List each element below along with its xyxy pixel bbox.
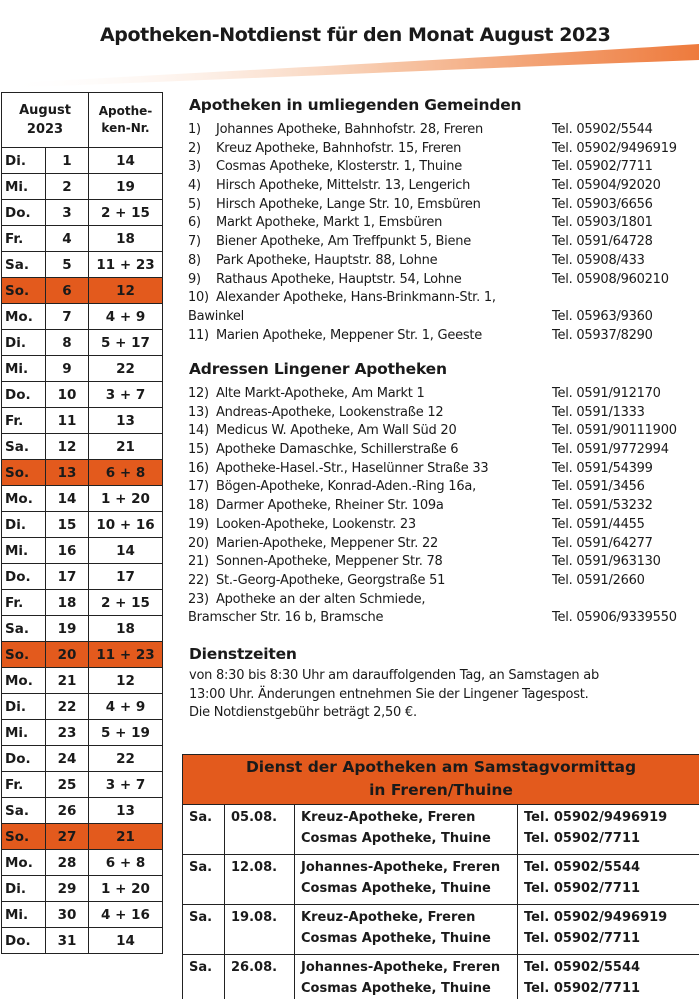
saturday-pharmacies <box>295 905 518 955</box>
list-item-phone: Tel. 05902/7711 <box>552 159 653 175</box>
calendar-weekday: So. <box>2 278 46 304</box>
calendar-pharmacy-numbers: 3 + 7 <box>89 772 163 798</box>
list-item-number: 9) <box>188 271 201 287</box>
saturday-phone-2: Tel. 05902/7711 <box>524 981 641 996</box>
calendar-weekday: Do. <box>2 200 46 226</box>
calendar-weekday: Do. <box>2 928 46 954</box>
saturday-row <box>183 905 699 955</box>
calendar-row <box>2 408 163 434</box>
calendar-date: 10 <box>46 382 89 408</box>
list-item-phone: Tel. 0591/64728 <box>552 234 653 250</box>
saturday-phone-1: Tel. 05902/9496919 <box>524 910 668 925</box>
calendar-weekday: Do. <box>2 746 46 772</box>
list-item-phone: Tel. 05937/8290 <box>552 327 653 343</box>
list-item-number: 13) <box>188 404 209 420</box>
calendar-row <box>2 876 163 902</box>
calendar-header <box>2 93 163 148</box>
list-item-address: Marien Apotheke, Meppener Str. 1, Geeste <box>216 327 482 343</box>
list-item-phone: Tel. 0591/2660 <box>552 572 645 588</box>
calendar-pharmacy-numbers: 21 <box>89 434 163 460</box>
list-item-number: 12) <box>188 386 209 401</box>
list-item-phone: Tel. 0591/90111900 <box>552 423 677 439</box>
calendar-row <box>2 512 163 538</box>
calendar-date: 19 <box>46 616 89 642</box>
calendar-date: 9 <box>46 356 89 382</box>
calendar-date: 15 <box>46 512 89 538</box>
list-item-phone: Tel. 0591/4455 <box>552 516 645 532</box>
list-item-number: 18) <box>188 498 209 514</box>
list-item <box>188 177 698 196</box>
calendar-date: 25 <box>46 772 89 798</box>
calendar-weekday: Mi. <box>2 174 46 200</box>
list-item <box>188 233 698 252</box>
calendar-weekday: Di. <box>2 694 46 720</box>
list-item-address: Hirsch Apotheke, Lange Str. 10, Emsbüren <box>216 196 481 212</box>
list-item-address: Apotheke Damaschke, Schillerstraße 6 <box>216 442 459 458</box>
calendar-weekday: Sa. <box>2 434 46 460</box>
page-title: Apotheken-Notdienst für den Monat August 2023 <box>100 24 611 46</box>
list-item <box>188 327 698 346</box>
list-umliegend <box>188 121 698 345</box>
calendar-weekday: Di. <box>2 512 46 538</box>
saturday-phone-2: Tel. 05902/7711 <box>524 881 641 896</box>
list-item-number: 1) <box>188 122 201 137</box>
list-item-address: Apotheke-Hasel.-Str., Haselünner Straße 33 <box>216 460 489 476</box>
list-lingen <box>188 385 698 628</box>
calendar-weekday: Sa. <box>2 798 46 824</box>
list-item-address: Park Apotheke, Hauptstr. 88, Lohne <box>216 252 438 268</box>
saturday-service-heading <box>183 755 699 805</box>
list-item-phone: Tel. 05902/9496919 <box>552 140 677 156</box>
calendar-pharmacy-numbers: 22 <box>89 356 163 382</box>
calendar-pharmacy-numbers: 4 + 16 <box>89 902 163 928</box>
list-item-continuation <box>188 308 698 327</box>
list-item-address: Hirsch Apotheke, Mittelstr. 13, Lengerich <box>216 178 471 194</box>
list-item-number: 20) <box>188 535 209 551</box>
section-title-dienstzeiten: Dienstzeiten <box>189 645 297 663</box>
saturday-phone-1: Tel. 05902/5544 <box>524 860 641 875</box>
saturday-pharmacies <box>295 955 518 999</box>
saturday-heading-line-1: Dienst der Apotheken am Samstagvormittag <box>245 758 637 776</box>
list-item <box>188 516 698 535</box>
list-item <box>188 460 698 479</box>
list-item <box>188 497 698 516</box>
calendar-weekday: So. <box>2 642 46 668</box>
section-title-lingen: Adressen Lingener Apotheken <box>189 360 447 378</box>
calendar-date: 29 <box>46 876 89 902</box>
list-item <box>188 214 698 233</box>
calendar-pharmacy-numbers: 13 <box>89 408 163 434</box>
calendar-row <box>2 356 163 382</box>
calendar-date: 28 <box>46 850 89 876</box>
saturday-heading-line-2: in Freren/Thuine <box>369 781 513 799</box>
list-item-phone: Tel. 0591/3456 <box>552 479 645 495</box>
calendar-date: 18 <box>46 590 89 616</box>
list-item-phone: Tel. 0591/9772994 <box>552 442 669 458</box>
calendar-date: 8 <box>46 330 89 356</box>
calendar-weekday: Fr. <box>2 590 46 616</box>
calendar-row <box>2 304 163 330</box>
list-item-address: Cosmas Apotheke, Klosterstr. 1, Thuine <box>216 159 462 175</box>
saturday-row <box>183 805 699 855</box>
calendar-table <box>1 92 163 954</box>
calendar-body <box>2 148 163 954</box>
calendar-weekday: Di. <box>2 876 46 902</box>
list-item-phone: Tel. 05902/5544 <box>552 122 653 137</box>
calendar-date: 6 <box>46 278 89 304</box>
saturday-row <box>183 955 699 999</box>
calendar-pharmacy-numbers: 11 + 23 <box>89 642 163 668</box>
list-item-address: Marien-Apotheke, Meppener Str. 22 <box>216 535 439 551</box>
list-item <box>188 404 698 423</box>
dienstzeiten-text <box>189 667 659 723</box>
saturday-day: Sa. <box>183 955 225 999</box>
list-item <box>188 196 698 215</box>
saturday-date: 05.08. <box>225 805 295 855</box>
calendar-row <box>2 590 163 616</box>
calendar-header-month <box>2 93 89 148</box>
saturday-pharmacy-2: Cosmas Apotheke, Thuine <box>301 981 491 996</box>
calendar-date: 31 <box>46 928 89 954</box>
calendar-date: 7 <box>46 304 89 330</box>
calendar-pharmacy-numbers: 4 + 9 <box>89 694 163 720</box>
list-item-number: 7) <box>188 234 201 250</box>
calendar-date: 11 <box>46 408 89 434</box>
saturday-phone-2: Tel. 05902/7711 <box>524 931 641 946</box>
calendar-weekday: Mo. <box>2 304 46 330</box>
calendar-date: 12 <box>46 434 89 460</box>
calendar-row <box>2 798 163 824</box>
calendar-weekday: So. <box>2 460 46 486</box>
calendar-row <box>2 330 163 356</box>
calendar-row <box>2 382 163 408</box>
saturday-day: Sa. <box>183 855 225 905</box>
saturday-pharmacy-1: Johannes-Apotheke, Freren <box>301 960 501 975</box>
calendar-weekday: Di. <box>2 330 46 356</box>
saturday-phone-1: Tel. 05902/5544 <box>524 960 641 975</box>
saturday-row <box>183 855 699 905</box>
calendar-date: 30 <box>46 902 89 928</box>
calendar-row <box>2 746 163 772</box>
calendar-pharmacy-numbers: 12 <box>89 668 163 694</box>
calendar-pharmacy-numbers: 12 <box>89 278 163 304</box>
dienstzeiten-line-2: 13:00 Uhr. Änderungen entnehmen Sie der Lingener Tagespost. <box>189 686 589 702</box>
calendar-header-year-label: 2023 <box>26 122 64 137</box>
calendar-row <box>2 616 163 642</box>
list-item-phone: Tel. 0591/54399 <box>552 460 653 476</box>
list-item-address: Sonnen-Apotheke, Meppener Str. 78 <box>216 554 443 570</box>
list-item-phone: Tel. 0591/64277 <box>552 535 653 551</box>
list-item-number: 15) <box>188 442 209 458</box>
calendar-header-apo-label-1: Apothe- <box>98 104 153 118</box>
calendar-date: 2 <box>46 174 89 200</box>
list-item <box>188 441 698 460</box>
calendar-row <box>2 252 163 278</box>
calendar-weekday: Do. <box>2 382 46 408</box>
calendar-date: 20 <box>46 642 89 668</box>
calendar-weekday: Mi. <box>2 902 46 928</box>
calendar-weekday: Mo. <box>2 486 46 512</box>
list-item <box>188 289 698 308</box>
list-item-number: 2) <box>188 140 201 156</box>
list-item-phone: Tel. 05908/433 <box>552 252 645 268</box>
calendar-date: 5 <box>46 252 89 278</box>
calendar-row <box>2 694 163 720</box>
saturday-pharmacy-1: Kreuz-Apotheke, Freren <box>301 910 476 925</box>
calendar-weekday: Fr. <box>2 772 46 798</box>
saturday-pharmacy-1: Kreuz-Apotheke, Freren <box>301 810 476 825</box>
calendar-pharmacy-numbers: 22 <box>89 746 163 772</box>
calendar-date: 1 <box>46 148 89 174</box>
calendar-row-sunday <box>2 642 163 668</box>
calendar-pharmacy-numbers: 18 <box>89 226 163 252</box>
calendar-pharmacy-numbers: 19 <box>89 174 163 200</box>
saturday-pharmacies <box>295 805 518 855</box>
calendar-pharmacy-numbers: 5 + 19 <box>89 720 163 746</box>
saturday-pharmacy-2: Cosmas Apotheke, Thuine <box>301 931 491 946</box>
calendar-pharmacy-numbers: 14 <box>89 928 163 954</box>
calendar-pharmacy-numbers: 14 <box>89 538 163 564</box>
list-item-address: Alte Markt-Apotheke, Am Markt 1 <box>216 386 425 401</box>
list-item-phone: Tel. 0591/1333 <box>552 404 645 420</box>
calendar-pharmacy-numbers: 13 <box>89 798 163 824</box>
calendar-pharmacy-numbers: 6 + 8 <box>89 850 163 876</box>
list-item-number: 6) <box>188 215 201 231</box>
calendar-weekday: Mi. <box>2 356 46 382</box>
list-item-address: Apotheke an der alten Schmiede, <box>216 591 426 607</box>
list-item <box>188 572 698 591</box>
calendar-date: 13 <box>46 460 89 486</box>
calendar-weekday: Mi. <box>2 538 46 564</box>
saturday-phone-2: Tel. 05902/7711 <box>524 831 641 846</box>
calendar-row <box>2 200 163 226</box>
list-item-address: Bögen-Apotheke, Konrad-Aden.-Ring 16a, <box>216 479 476 495</box>
calendar-weekday: Sa. <box>2 616 46 642</box>
list-item-address: Darmer Apotheke, Rheiner Str. 109a <box>216 498 444 514</box>
list-item-number: 19) <box>188 516 209 532</box>
list-item <box>188 140 698 159</box>
saturday-pharmacy-2: Cosmas Apotheke, Thuine <box>301 831 491 846</box>
calendar-pharmacy-numbers: 11 + 23 <box>89 252 163 278</box>
calendar-date: 26 <box>46 798 89 824</box>
calendar-pharmacy-numbers: 18 <box>89 616 163 642</box>
list-item-number: 23) <box>188 591 209 607</box>
calendar-row <box>2 148 163 174</box>
list-item <box>188 252 698 271</box>
saturday-phones <box>518 805 699 855</box>
list-item-address: St.-Georg-Apotheke, Georgstraße 51 <box>216 572 446 588</box>
calendar-pharmacy-numbers: 4 + 9 <box>89 304 163 330</box>
calendar-pharmacy-numbers: 14 <box>89 148 163 174</box>
list-item-phone: Tel. 05903/1801 <box>552 215 653 231</box>
saturday-date: 26.08. <box>225 955 295 999</box>
saturday-phones <box>518 855 699 905</box>
calendar-row <box>2 226 163 252</box>
calendar-weekday: So. <box>2 824 46 850</box>
calendar-date: 24 <box>46 746 89 772</box>
list-item-address: Medicus W. Apotheke, Am Wall Süd 20 <box>216 423 457 439</box>
list-item-phone: Tel. 0591/912170 <box>552 386 661 401</box>
calendar-weekday: Fr. <box>2 408 46 434</box>
calendar-row <box>2 564 163 590</box>
saturday-phones <box>518 905 699 955</box>
saturday-day: Sa. <box>183 905 225 955</box>
section-title-umliegend: Apotheken in umliegenden Gemeinden <box>189 96 522 114</box>
calendar-row-sunday <box>2 460 163 486</box>
calendar-pharmacy-numbers: 1 + 20 <box>89 486 163 512</box>
list-item-address: Andreas-Apotheke, Lookenstraße 12 <box>216 404 444 420</box>
calendar-row <box>2 434 163 460</box>
calendar-row <box>2 720 163 746</box>
calendar-date: 27 <box>46 824 89 850</box>
list-item-phone: Tel. 0591/53232 <box>552 498 653 514</box>
calendar-row <box>2 174 163 200</box>
list-item-number: 14) <box>188 423 209 439</box>
saturday-date: 19.08. <box>225 905 295 955</box>
calendar-pharmacy-numbers: 17 <box>89 564 163 590</box>
list-item-address: Markt Apotheke, Markt 1, Emsbüren <box>216 215 443 231</box>
list-item-number: 11) <box>188 327 209 343</box>
calendar-date: 3 <box>46 200 89 226</box>
list-item-address: Looken-Apotheke, Lookenstr. 23 <box>216 516 416 532</box>
calendar-pharmacy-numbers: 2 + 15 <box>89 590 163 616</box>
saturday-pharmacy-2: Cosmas Apotheke, Thuine <box>301 881 491 896</box>
saturday-service-body <box>183 805 699 999</box>
dienstzeiten-line-1: von 8:30 bis 8:30 Uhr am darauffolgenden Tag, an Samstagen ab <box>189 668 599 683</box>
saturday-pharmacy-1: Johannes-Apotheke, Freren <box>301 860 501 875</box>
list-item-phone: Tel. 05963/9360 <box>552 308 653 324</box>
calendar-date: 17 <box>46 564 89 590</box>
list-item <box>188 121 698 140</box>
list-item <box>188 271 698 290</box>
calendar-pharmacy-numbers: 10 + 16 <box>89 512 163 538</box>
saturday-date: 12.08. <box>225 855 295 905</box>
calendar-row <box>2 668 163 694</box>
calendar-date: 21 <box>46 668 89 694</box>
calendar-date: 16 <box>46 538 89 564</box>
list-item <box>188 591 698 610</box>
calendar-weekday: Mi. <box>2 720 46 746</box>
list-item <box>188 422 698 441</box>
list-item-address: Kreuz Apotheke, Bahnhofstr. 15, Freren <box>216 140 462 156</box>
calendar-pharmacy-numbers: 21 <box>89 824 163 850</box>
calendar-pharmacy-numbers: 2 + 15 <box>89 200 163 226</box>
saturday-service-table <box>182 754 699 999</box>
list-item-number: 22) <box>188 572 209 588</box>
dienstzeiten-line-3: Die Notdienstgebühr beträgt 2,50 €. <box>189 705 417 720</box>
calendar-pharmacy-numbers: 6 + 8 <box>89 460 163 486</box>
calendar-row <box>2 902 163 928</box>
calendar-row <box>2 486 163 512</box>
calendar-row <box>2 850 163 876</box>
calendar-weekday: Fr. <box>2 226 46 252</box>
list-item-continuation <box>188 609 698 628</box>
list-item-address-cont: Bawinkel <box>188 308 245 324</box>
saturday-day: Sa. <box>183 805 225 855</box>
list-item-address-cont: Bramscher Str. 16 b, Bramsche <box>188 610 384 626</box>
list-item <box>188 385 698 404</box>
calendar-row-sunday <box>2 278 163 304</box>
calendar-date: 4 <box>46 226 89 252</box>
calendar-header-apo-label-2: ken-Nr. <box>101 121 150 135</box>
list-item-number: 10) <box>188 290 209 306</box>
list-item-number: 16) <box>188 460 209 476</box>
saturday-phone-1: Tel. 05902/9496919 <box>524 810 668 825</box>
list-item-phone: Tel. 0591/963130 <box>552 554 661 570</box>
list-item-number: 4) <box>188 178 201 194</box>
saturday-pharmacies <box>295 855 518 905</box>
list-item-phone: Tel. 05908/960210 <box>552 271 669 287</box>
calendar-date: 22 <box>46 694 89 720</box>
list-item-address: Alexander Apotheke, Hans-Brinkmann-Str. 1, <box>216 290 496 306</box>
calendar-weekday: Mo. <box>2 668 46 694</box>
list-item <box>188 535 698 554</box>
calendar-weekday: Di. <box>2 148 46 174</box>
list-item-number: 5) <box>188 196 201 212</box>
calendar-row <box>2 928 163 954</box>
calendar-date: 23 <box>46 720 89 746</box>
list-item-phone: Tel. 05906/9339550 <box>552 610 677 626</box>
list-item-address: Biener Apotheke, Am Treffpunkt 5, Biene <box>216 234 471 250</box>
calendar-row <box>2 538 163 564</box>
calendar-pharmacy-numbers: 3 + 7 <box>89 382 163 408</box>
list-item-address: Rathaus Apotheke, Hauptstr. 54, Lohne <box>216 271 462 287</box>
list-item <box>188 158 698 177</box>
list-item-number: 3) <box>188 159 201 175</box>
list-item <box>188 478 698 497</box>
list-item-phone: Tel. 05904/92020 <box>552 178 661 194</box>
list-item <box>188 553 698 572</box>
calendar-weekday: Sa. <box>2 252 46 278</box>
saturday-phones <box>518 955 699 999</box>
list-item-phone: Tel. 05903/6656 <box>552 196 653 212</box>
list-item-number: 21) <box>188 554 209 570</box>
calendar-row-sunday <box>2 824 163 850</box>
list-item-address: Johannes Apotheke, Bahnhofstr. 28, Freren <box>216 122 483 137</box>
list-item-number: 8) <box>188 252 201 268</box>
calendar-weekday: Mo. <box>2 850 46 876</box>
calendar-date: 14 <box>46 486 89 512</box>
calendar-row <box>2 772 163 798</box>
calendar-pharmacy-numbers: 1 + 20 <box>89 876 163 902</box>
calendar-weekday: Do. <box>2 564 46 590</box>
calendar-header-month-label: August <box>19 103 71 118</box>
list-item-number: 17) <box>188 479 209 495</box>
calendar-header-apotheken-nr <box>89 93 163 148</box>
calendar-pharmacy-numbers: 5 + 17 <box>89 330 163 356</box>
